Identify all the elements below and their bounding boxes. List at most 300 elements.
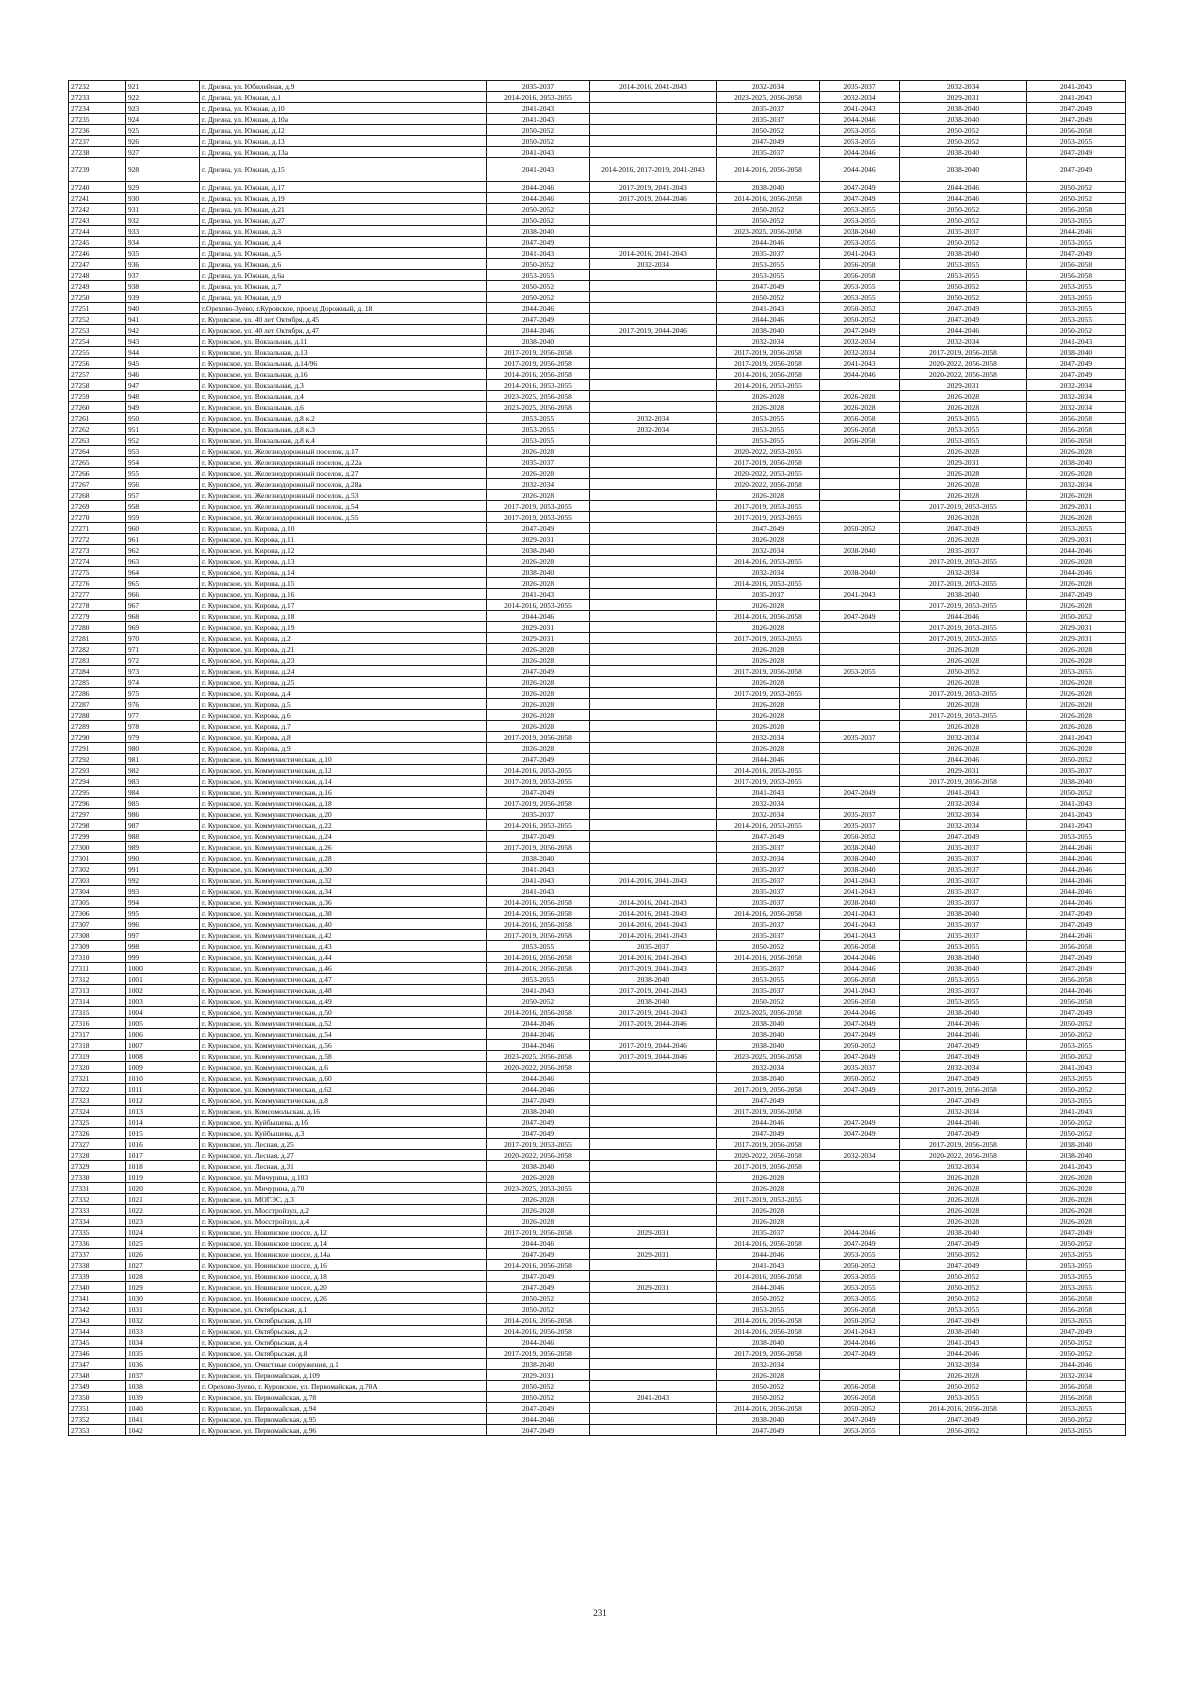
table-body — [69, 81, 1126, 1436]
table-cell: г. Куровское, ул. Лесная, д.27 — [200, 1150, 487, 1161]
table-cell: 2056-2058 — [1027, 259, 1126, 270]
table-cell: 2023-2025, 2056-2058 — [487, 402, 590, 413]
table-cell: 2023-2025, 2056-2058 — [717, 1051, 820, 1062]
table-cell: 2047-2049 — [820, 193, 900, 204]
table-cell: 988 — [126, 831, 200, 842]
table-cell: 967 — [126, 600, 200, 611]
table-cell: 27238 — [69, 147, 126, 158]
table-cell: 2044-2046 — [487, 1414, 590, 1425]
table-cell: 2044-2046 — [900, 754, 1027, 765]
table-cell: 2044-2046 — [717, 1117, 820, 1128]
table-cell — [820, 688, 900, 699]
table-cell: 2050-2052 — [487, 136, 590, 147]
table-cell: 2035-2037 — [717, 919, 820, 930]
table-row — [69, 1359, 1126, 1370]
table-cell: 979 — [126, 732, 200, 743]
table-cell: г. Куровское, ул. Кирова, д.11 — [200, 534, 487, 545]
table-cell: 938 — [126, 281, 200, 292]
table-cell: 2053-2055 — [487, 424, 590, 435]
table-cell: 2035-2037 — [900, 886, 1027, 897]
table-cell: г. Куровское, ул. Мичурина, д.70 — [200, 1183, 487, 1194]
table-cell: г. Куровское, ул. Вокзальная, д.6 — [200, 402, 487, 413]
table-cell: 2044-2046 — [487, 1040, 590, 1051]
table-cell: 27336 — [69, 1238, 126, 1249]
table-cell: 2026-2028 — [1027, 600, 1126, 611]
table-cell: г. Куровское, ул. Коммунистическая, д.16 — [200, 787, 487, 798]
table-cell: 980 — [126, 743, 200, 754]
table-row — [69, 1194, 1126, 1205]
table-row — [69, 1172, 1126, 1183]
table-cell: 949 — [126, 402, 200, 413]
table-cell: 2050-2052 — [1027, 1117, 1126, 1128]
table-cell: 27247 — [69, 259, 126, 270]
table-cell: 2050-2052 — [1027, 1414, 1126, 1425]
table-cell: 2056-2058 — [1027, 1293, 1126, 1304]
table-row — [69, 1139, 1126, 1150]
table-cell: 2035-2037 — [590, 941, 717, 952]
table-cell: 2029-2031 — [590, 1249, 717, 1260]
table-cell — [820, 721, 900, 732]
table-cell: 2050-2052 — [1027, 325, 1126, 336]
table-cell: 2053-2055 — [487, 941, 590, 952]
table-cell: 27250 — [69, 292, 126, 303]
table-cell: 27297 — [69, 809, 126, 820]
table-cell: 2029-2031 — [590, 1282, 717, 1293]
table-cell — [590, 237, 717, 248]
table-cell: 2050-2052 — [1027, 1029, 1126, 1040]
table-cell: 2044-2046 — [717, 314, 820, 325]
table-row — [69, 1315, 1126, 1326]
table-cell: 2017-2019, 2053-2055 — [900, 556, 1027, 567]
table-cell: 27271 — [69, 523, 126, 534]
table-cell: 27332 — [69, 1194, 126, 1205]
table-cell: 2053-2055 — [1027, 1095, 1126, 1106]
table-cell: 2047-2049 — [820, 1084, 900, 1095]
table-cell: 27258 — [69, 380, 126, 391]
table-cell: 2041-2043 — [1027, 1161, 1126, 1172]
table-cell: 2032-2034 — [820, 347, 900, 358]
table-cell — [590, 1337, 717, 1348]
table-cell: 990 — [126, 853, 200, 864]
table-cell: 2047-2049 — [487, 1403, 590, 1414]
table-cell: 2044-2046 — [1027, 930, 1126, 941]
table-cell — [590, 1205, 717, 1216]
table-cell: 2041-2043 — [1027, 81, 1126, 92]
table-cell: 1031 — [126, 1304, 200, 1315]
housing-table — [68, 80, 1126, 1436]
table-cell: 2041-2043 — [820, 358, 900, 369]
table-cell: 2053-2055 — [1027, 136, 1126, 147]
table-cell: 2044-2046 — [900, 1018, 1027, 1029]
table-row — [69, 292, 1126, 303]
table-cell: 2053-2055 — [717, 1304, 820, 1315]
table-cell: 1042 — [126, 1425, 200, 1436]
table-cell: 2032-2034 — [590, 413, 717, 424]
table-cell: г. Дрезна, ул. Южная, д.17 — [200, 182, 487, 193]
table-cell: 2041-2043 — [900, 1337, 1027, 1348]
table-row — [69, 1216, 1126, 1227]
table-cell — [590, 754, 717, 765]
table-cell: 1006 — [126, 1029, 200, 1040]
table-cell — [590, 1117, 717, 1128]
table-cell: 1036 — [126, 1359, 200, 1370]
table-cell: 2041-2043 — [487, 147, 590, 158]
table-row — [69, 1095, 1126, 1106]
table-cell: г. Куровское, ул. Коммунистическая, д.47 — [200, 974, 487, 985]
table-row — [69, 710, 1126, 721]
table-cell: г. Куровское, ул. Коммунистическая, д.62 — [200, 1084, 487, 1095]
table-cell: 27348 — [69, 1370, 126, 1381]
table-cell: г. Куровское, ул. Очистные сооружения, д.1 — [200, 1359, 487, 1370]
table-cell — [590, 688, 717, 699]
table-cell: г. Куровское, ул. Кирова, д.12 — [200, 545, 487, 556]
table-cell — [590, 567, 717, 578]
table-cell: 2047-2049 — [820, 1238, 900, 1249]
table-cell: 2056-2058 — [1027, 435, 1126, 446]
table-cell: 951 — [126, 424, 200, 435]
table-cell: 2026-2028 — [1027, 688, 1126, 699]
table-cell: 2041-2043 — [487, 248, 590, 259]
table-cell: 2032-2034 — [820, 1150, 900, 1161]
table-cell: 2017-2019, 2056-2058 — [717, 1084, 820, 1095]
table-cell: 2026-2028 — [487, 490, 590, 501]
table-cell: 2026-2028 — [820, 391, 900, 402]
table-cell: 27289 — [69, 721, 126, 732]
table-cell: 27321 — [69, 1073, 126, 1084]
table-cell: 2053-2055 — [820, 136, 900, 147]
table-cell: 2014-2016, 2056-2058 — [717, 952, 820, 963]
table-cell: 2032-2034 — [717, 336, 820, 347]
table-cell: г. Куровское, ул. Первомайская, д.109 — [200, 1370, 487, 1381]
table-cell: 2044-2046 — [1027, 864, 1126, 875]
table-cell: 2023-2025, 2056-2058 — [487, 391, 590, 402]
table-cell: 27244 — [69, 226, 126, 237]
table-cell: г. Куровское, ул. Первомайская, д.94 — [200, 1403, 487, 1414]
table-cell: 27319 — [69, 1051, 126, 1062]
table-cell: 2035-2037 — [717, 897, 820, 908]
table-cell — [590, 1238, 717, 1249]
table-cell: 2035-2037 — [717, 114, 820, 125]
table-cell: г. Куровское, ул. Коммунистическая, д.49 — [200, 996, 487, 1007]
table-cell: 2050-2052 — [1027, 182, 1126, 193]
table-cell: г. Куровское, ул. Первомайская, д.78 — [200, 1392, 487, 1403]
table-cell: 2056-2058 — [820, 413, 900, 424]
table-cell: 27257 — [69, 369, 126, 380]
table-cell — [820, 1139, 900, 1150]
table-cell: 2035-2037 — [900, 864, 1027, 875]
table-cell: 956 — [126, 479, 200, 490]
table-cell: 2032-2034 — [590, 259, 717, 270]
table-cell: 1003 — [126, 996, 200, 1007]
table-row — [69, 798, 1126, 809]
table-cell: 2044-2046 — [487, 1084, 590, 1095]
table-cell: 2029-2031 — [487, 633, 590, 644]
table-cell: 27234 — [69, 103, 126, 114]
table-cell: 2038-2040 — [900, 1227, 1027, 1238]
table-row — [69, 996, 1126, 1007]
table-cell: 2041-2043 — [900, 787, 1027, 798]
table-cell: г. Куровское, ул. Вокзальная, д.8 к.3 — [200, 424, 487, 435]
table-cell: 2029-2031 — [900, 457, 1027, 468]
table-row — [69, 666, 1126, 677]
table-cell: 2014-2016, 2056-2058 — [717, 1326, 820, 1337]
table-cell: 2029-2031 — [900, 92, 1027, 103]
table-cell: 2053-2055 — [900, 1392, 1027, 1403]
table-cell: 2020-2022, 2056-2058 — [487, 1150, 590, 1161]
table-cell: 2014-2016, 2017-2019, 2041-2043 — [590, 158, 717, 182]
table-cell: 2044-2046 — [487, 611, 590, 622]
table-cell: 2044-2046 — [1027, 226, 1126, 237]
table-cell — [820, 655, 900, 666]
table-cell: 27338 — [69, 1260, 126, 1271]
table-cell: г. Куровское, ул. Коммунистическая, д.22 — [200, 820, 487, 831]
table-cell: г. Куровское, ул. Коммунистическая, д.26 — [200, 842, 487, 853]
table-cell: 1029 — [126, 1282, 200, 1293]
table-cell: 2050-2052 — [900, 125, 1027, 136]
table-cell: 2014-2016, 2041-2043 — [590, 919, 717, 930]
table-cell: 2050-2052 — [1027, 1018, 1126, 1029]
table-cell: г. Куровское, ул. Новинское шоссе, д.14 — [200, 1238, 487, 1249]
table-cell: г. Куровское, ул. Коммунистическая, д.28 — [200, 853, 487, 864]
table-cell — [590, 732, 717, 743]
table-cell: 2053-2055 — [717, 413, 820, 424]
table-row — [69, 402, 1126, 413]
table-cell: 965 — [126, 578, 200, 589]
table-cell: 2014-2016, 2053-2055 — [717, 556, 820, 567]
table-cell: 2032-2034 — [487, 479, 590, 490]
table-cell: 2044-2046 — [1027, 897, 1126, 908]
table-cell: 2026-2028 — [1027, 1183, 1126, 1194]
table-cell: 2017-2019, 2053-2055 — [717, 512, 820, 523]
table-cell: 2047-2049 — [820, 787, 900, 798]
table-cell: 2032-2034 — [1027, 391, 1126, 402]
table-cell — [590, 787, 717, 798]
table-cell: 2053-2055 — [820, 292, 900, 303]
table-cell — [590, 336, 717, 347]
table-cell: 2014-2016, 2056-2058 — [717, 1271, 820, 1282]
table-cell: г. Куровское, ул. Коммунистическая, д.24 — [200, 831, 487, 842]
table-cell: 2026-2028 — [900, 1370, 1027, 1381]
table-cell: 953 — [126, 446, 200, 457]
table-row — [69, 831, 1126, 842]
table-cell: 2029-2031 — [1027, 633, 1126, 644]
table-cell: 2014-2016, 2056-2058 — [717, 158, 820, 182]
table-cell: 2026-2028 — [900, 490, 1027, 501]
table-cell: 2032-2034 — [820, 336, 900, 347]
table-cell — [820, 380, 900, 391]
table-cell — [590, 147, 717, 158]
table-cell: 2056-2058 — [1027, 204, 1126, 215]
table-cell: 2047-2049 — [1027, 103, 1126, 114]
table-cell: 958 — [126, 501, 200, 512]
table-cell — [590, 1370, 717, 1381]
table-cell: 2053-2055 — [1027, 666, 1126, 677]
table-cell: 2014-2016, 2056-2058 — [487, 908, 590, 919]
table-cell: 2056-2052 — [900, 1425, 1027, 1436]
table-cell: 2026-2028 — [1027, 490, 1126, 501]
table-cell: 27235 — [69, 114, 126, 125]
table-row — [69, 820, 1126, 831]
table-cell — [590, 1161, 717, 1172]
table-cell: г. Куровское, ул. Железнодорожный поселок, д.17 — [200, 446, 487, 457]
table-cell: 2047-2049 — [717, 281, 820, 292]
table-cell: 2044-2046 — [1027, 545, 1126, 556]
table-cell: 977 — [126, 710, 200, 721]
table-cell: г. Дрезна, ул. Южная, д.4 — [200, 237, 487, 248]
table-cell — [820, 622, 900, 633]
table-cell: г. Куровское, ул. Коммунистическая, д.30 — [200, 864, 487, 875]
table-cell: 2038-2040 — [820, 864, 900, 875]
table-cell: 2035-2037 — [900, 226, 1027, 237]
table-cell: 2032-2034 — [900, 1062, 1027, 1073]
table-cell: 2032-2034 — [820, 92, 900, 103]
table-cell: г. Куровское, ул. Новинское шоссе, д.14а — [200, 1249, 487, 1260]
table-cell: 2044-2046 — [1027, 875, 1126, 886]
table-cell — [590, 699, 717, 710]
table-cell: 2044-2046 — [487, 303, 590, 314]
table-cell: 999 — [126, 952, 200, 963]
table-cell: 2038-2040 — [820, 897, 900, 908]
table-row — [69, 103, 1126, 114]
table-cell: 948 — [126, 391, 200, 402]
table-cell: 2044-2046 — [487, 1238, 590, 1249]
table-cell: г. Куровское, ул. Кирова, д.13 — [200, 556, 487, 567]
table-cell: 2020-2022, 2056-2058 — [717, 1150, 820, 1161]
table-cell: 2050-2052 — [1027, 193, 1126, 204]
table-cell: 2035-2037 — [820, 809, 900, 820]
table-cell: 2017-2019, 2056-2058 — [900, 1084, 1027, 1095]
table-cell: 2047-2049 — [1027, 1326, 1126, 1337]
table-cell: 2050-2052 — [820, 314, 900, 325]
table-cell: 27290 — [69, 732, 126, 743]
table-cell: 2056-2058 — [820, 259, 900, 270]
table-cell: 1017 — [126, 1150, 200, 1161]
table-cell: 2017-2019, 2041-2043 — [590, 1007, 717, 1018]
table-cell: 2026-2028 — [1027, 1216, 1126, 1227]
table-cell: 27275 — [69, 567, 126, 578]
table-cell: 2026-2028 — [487, 578, 590, 589]
table-cell: 987 — [126, 820, 200, 831]
table-row — [69, 479, 1126, 490]
table-cell: 2047-2049 — [1027, 147, 1126, 158]
table-cell: 1000 — [126, 963, 200, 974]
table-cell: 2029-2031 — [1027, 622, 1126, 633]
table-cell: г. Дрезна, ул. Южная, д.7 — [200, 281, 487, 292]
table-cell: 2053-2055 — [820, 237, 900, 248]
table-cell: 2026-2028 — [900, 1194, 1027, 1205]
table-cell: г. Куровское, ул. Вокзальная, д.8 к.4 — [200, 435, 487, 446]
table-cell: 2053-2055 — [1027, 303, 1126, 314]
table-cell: 2038-2040 — [717, 1029, 820, 1040]
table-cell — [820, 633, 900, 644]
table-cell: 2053-2055 — [1027, 831, 1126, 842]
table-cell: г. Куровское, ул. Вокзальная, д.4 — [200, 391, 487, 402]
table-cell — [820, 490, 900, 501]
table-cell: 27243 — [69, 215, 126, 226]
table-cell: 27322 — [69, 1084, 126, 1095]
table-cell: 2056-2058 — [820, 1392, 900, 1403]
table-cell: 2044-2046 — [487, 1337, 590, 1348]
table-cell: 2020-2022, 2053-2055 — [717, 468, 820, 479]
table-cell: 27233 — [69, 92, 126, 103]
table-cell: 2050-2052 — [900, 215, 1027, 226]
table-cell: 982 — [126, 765, 200, 776]
table-cell: 27310 — [69, 952, 126, 963]
table-cell: 1033 — [126, 1326, 200, 1337]
table-cell — [820, 534, 900, 545]
table-row — [69, 622, 1126, 633]
table-cell: 2026-2028 — [487, 655, 590, 666]
table-cell: 946 — [126, 369, 200, 380]
table-cell: 2035-2037 — [717, 1227, 820, 1238]
table-cell: 2041-2043 — [487, 886, 590, 897]
table-cell — [590, 776, 717, 787]
table-cell: 27353 — [69, 1425, 126, 1436]
table-cell: 27294 — [69, 776, 126, 787]
table-cell: 27308 — [69, 930, 126, 941]
table-cell: 2038-2040 — [900, 158, 1027, 182]
table-cell: 2056-2058 — [820, 941, 900, 952]
table-cell: г. Куровское, ул. Коммунистическая, д.34 — [200, 886, 487, 897]
table-cell — [590, 1216, 717, 1227]
table-cell: 2032-2034 — [590, 424, 717, 435]
table-cell: 2038-2040 — [590, 974, 717, 985]
table-cell: 2038-2040 — [717, 182, 820, 193]
table-cell — [590, 114, 717, 125]
table-cell: г.Орехово-Зуево, г.Куровское, проезд Дорожный, д. 18 — [200, 303, 487, 314]
table-cell — [590, 1304, 717, 1315]
table-cell — [590, 1095, 717, 1106]
table-cell: 1038 — [126, 1381, 200, 1392]
table-cell: 2026-2028 — [717, 699, 820, 710]
table-cell: 2053-2055 — [1027, 1260, 1126, 1271]
table-cell: 969 — [126, 622, 200, 633]
table-cell: г. Куровское, ул. Коммунистическая, д.36 — [200, 897, 487, 908]
table-cell: 2053-2055 — [717, 974, 820, 985]
table-cell — [820, 710, 900, 721]
table-cell: 2035-2037 — [900, 853, 1027, 864]
table-row — [69, 1029, 1126, 1040]
table-cell: 2026-2028 — [717, 1172, 820, 1183]
table-row — [69, 875, 1126, 886]
table-cell: 2038-2040 — [487, 1161, 590, 1172]
table-cell: 2041-2043 — [820, 919, 900, 930]
table-cell: 2035-2037 — [820, 1062, 900, 1073]
table-cell: 2026-2028 — [717, 1216, 820, 1227]
table-cell: 2023-2025, 2056-2058 — [717, 226, 820, 237]
table-cell: 2050-2052 — [487, 204, 590, 215]
table-cell: 27259 — [69, 391, 126, 402]
table-cell: 2035-2037 — [900, 985, 1027, 996]
table-cell: 2044-2046 — [717, 754, 820, 765]
table-cell: 2041-2043 — [820, 908, 900, 919]
table-cell — [590, 136, 717, 147]
table-cell: 2041-2043 — [487, 114, 590, 125]
table-row — [69, 545, 1126, 556]
table-cell: 2023-2025, 2056-2058 — [717, 1007, 820, 1018]
table-cell: 2047-2049 — [1027, 114, 1126, 125]
table-cell — [590, 655, 717, 666]
table-cell: 2044-2046 — [820, 369, 900, 380]
table-cell: г. Куровское, ул. Кирова, д.14 — [200, 567, 487, 578]
table-cell: 964 — [126, 567, 200, 578]
table-row — [69, 270, 1126, 281]
table-cell: г. Куровское, ул. Куйбышева, д.3 — [200, 1128, 487, 1139]
table-cell — [590, 545, 717, 556]
table-cell: 2038-2040 — [590, 996, 717, 1007]
table-cell: 993 — [126, 886, 200, 897]
table-cell: 2047-2049 — [487, 1095, 590, 1106]
